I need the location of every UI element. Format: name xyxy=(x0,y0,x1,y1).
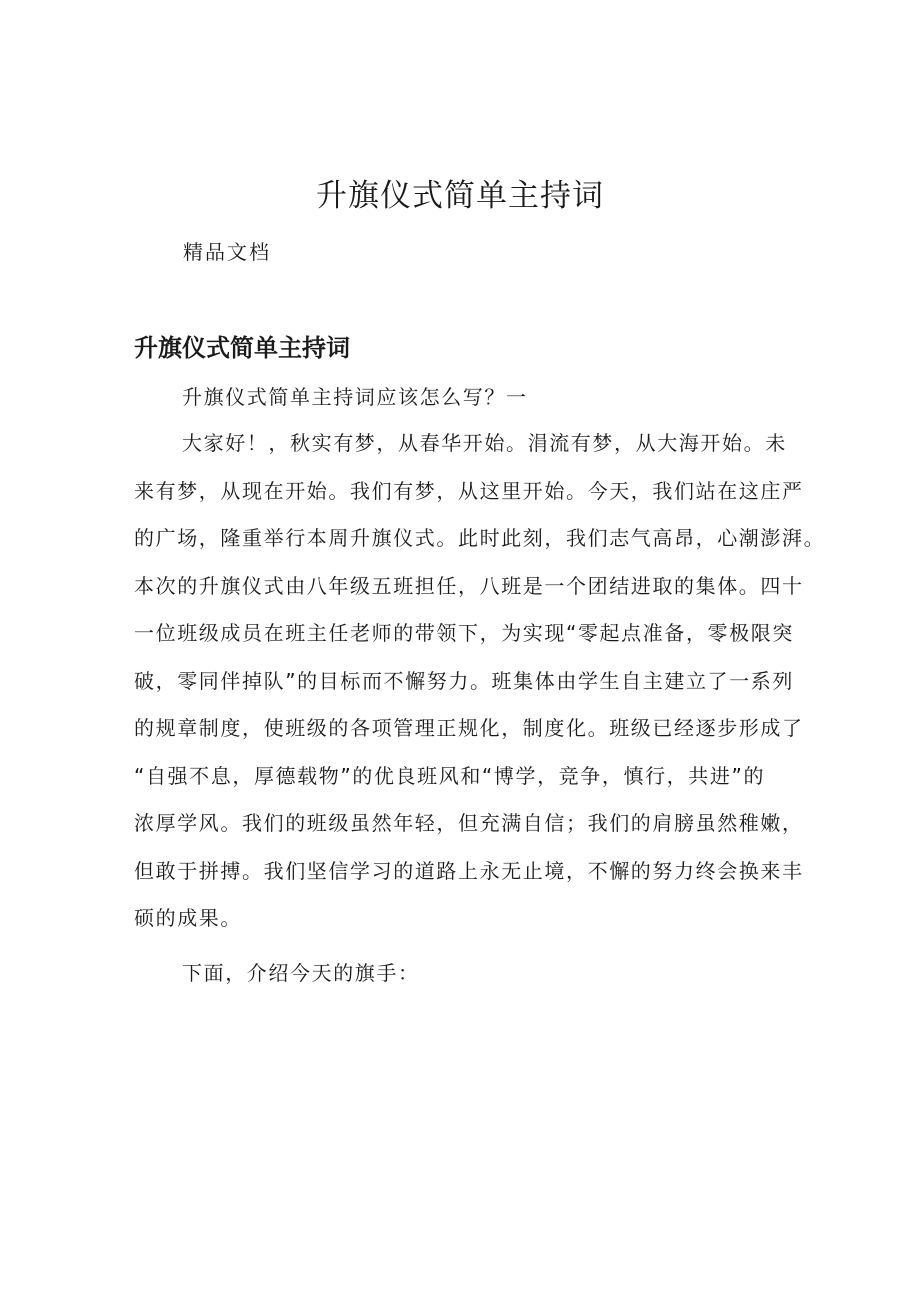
closing-line: 下面，介绍今天的旗手： xyxy=(182,961,420,985)
document-subtitle: 精品文档 xyxy=(183,240,271,264)
paragraph-line: “自强不息，厚德载物”的优良班风和“博学，竞争，慎行，共进”的 xyxy=(134,763,766,788)
paragraph-line: 一位班级成员在班主任老师的带领下，为实现“零起点准备，零极限突 xyxy=(134,621,794,645)
section-heading: 升旗仪式简单主持词 xyxy=(134,334,350,362)
paragraph-line: 本次的升旗仪式由八年级五班担任，八班是一个团结进取的集体。四十 xyxy=(134,573,804,598)
main-paragraph xyxy=(134,420,826,943)
paragraph-line: 的规章制度，使班级的各项管理正规化，制度化。班级已经逐步形成了 xyxy=(134,716,804,740)
paragraph-line: 硕的成果。 xyxy=(134,906,242,930)
paragraph-line: 大家好！，秋实有梦，从春华开始。涓流有梦，从大海开始。未 xyxy=(182,431,787,455)
paragraph-line: 破，零同伴掉队”的目标而不懈努力。班集体由学生自主建立了一系列 xyxy=(134,668,794,693)
paragraph-line: 浓厚学风。我们的班级虽然年轻，但充满自信；我们的肩膀虽然稚嫩， xyxy=(134,811,804,835)
intro-question: 升旗仪式简单主持词应该怎么写？一 xyxy=(182,385,528,409)
paragraph-line: 来有梦，从现在开始。我们有梦，从这里开始。今天，我们站在这庄严 xyxy=(134,478,804,503)
document-title: 升旗仪式简单主持词 xyxy=(316,178,604,214)
paragraph-line: 但敢于拼搏。我们坚信学习的道路上永无止境，不懈的努力终会换来丰 xyxy=(134,858,804,883)
paragraph-line: 的广场，隆重举行本周升旗仪式。此时此刻，我们志气高昂，心潮澎湃。 xyxy=(134,526,826,550)
